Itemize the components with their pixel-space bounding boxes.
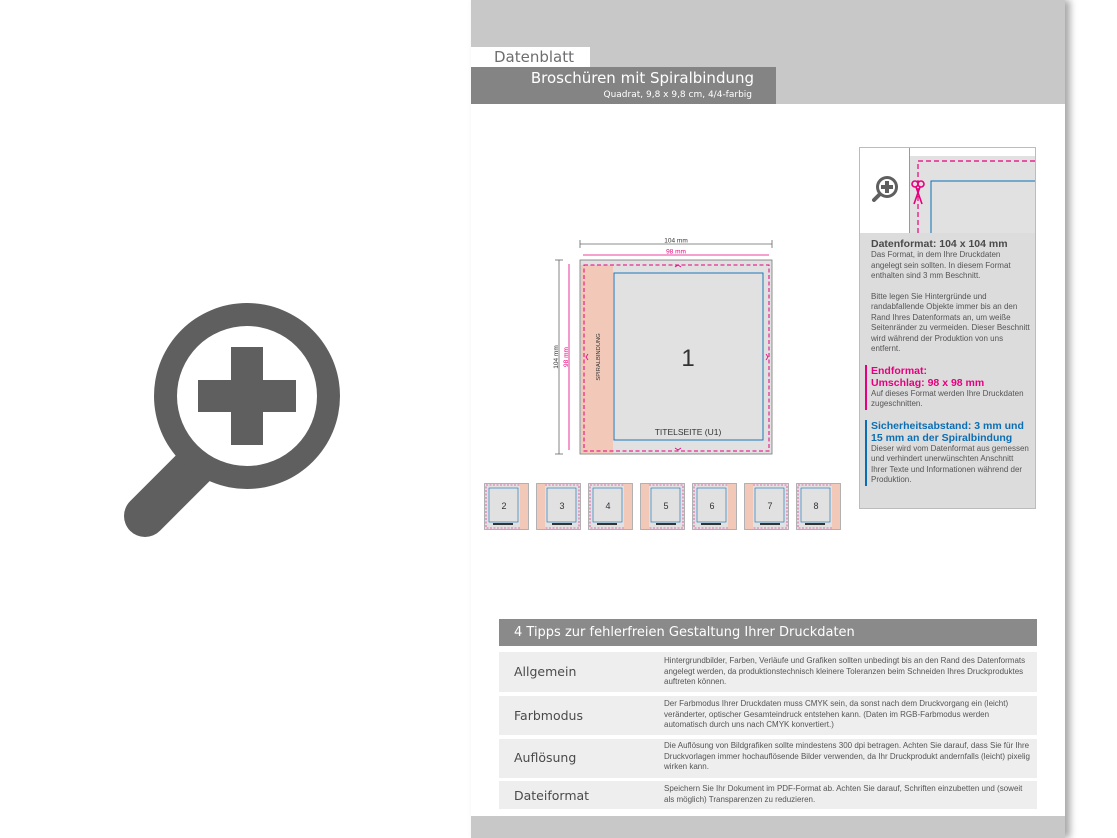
spine-label: SPIRALBINDUNG (596, 333, 602, 381)
tip-row (499, 739, 1037, 778)
width-inner-label: 98 mm (666, 248, 686, 256)
tip-label: Allgemein (514, 664, 577, 679)
page-thumbnail (796, 483, 841, 530)
width-outer-label: 104 mm (664, 237, 688, 245)
page-thumbnail (692, 483, 737, 530)
tip-text: Speichern Sie Ihr Dokument im PDF-Format ab. Achten Sie darauf, Schriften einzubetten und (soweit als möglich) Transparenzen zu reduzieren. (664, 784, 1023, 804)
data-format-block (871, 238, 1031, 282)
end-format-block (865, 365, 1031, 410)
page-number: 1 (681, 345, 695, 372)
page-title: Broschüren mit Spiralbindung (530, 69, 754, 87)
bleed-text: Bitte legen Sie Hintergründe und randabfallende Objekte immer bis an den Rand Ihres Datenformats an, um weiße Seitenränder zu vermeiden. Dieser Beschnitt wird während der Produktion von uns entfernt. (871, 291, 1030, 353)
data-format-text: Das Format, in dem Ihre Druckdaten angelegt sein sollten. In diesem Format enthalten sind 3 mm Beschnitt. (871, 250, 1011, 280)
zoom-in-icon (874, 176, 898, 200)
tip-text: Der Farbmodus Ihrer Druckdaten muss CMYK sein, da sonst nach dem Druckvorgang ein (leicht) veränderter, optischer Gesamteindruck entstehen kann. (Daten im RGB-Farbmodus werden automatisch durch uns nach CMYK konvertiert.) (664, 699, 1009, 729)
safety-text: Dieser wird vom Datenformat aus gemessen und verhindert unerwünschten Anschnitt Ihrer Texte und Informationen während der Produktion. (871, 443, 1029, 484)
page-thumbnail (640, 483, 685, 530)
end-format-text: Auf dieses Format werden Ihre Druckdaten zugeschnitten. (871, 388, 1024, 408)
footer-band (471, 816, 1065, 838)
tip-text: Die Auflösung von Bildgrafiken sollte mindestens 300 dpi betragen. Achten Sie darauf, dass Sie für Ihre Druckvorlagen immer hochauflösende Bilder verwenden, da Ihr Druckprodukt andernfalls (leicht) pixelig wirken kann. (664, 741, 1030, 771)
height-outer-label: 104 mm (553, 345, 560, 369)
thumbnail-number: 2 (501, 501, 507, 511)
doc-type-label: Datenblatt (471, 47, 590, 67)
tip-label: Dateiformat (514, 788, 590, 803)
info-panel (859, 147, 1036, 509)
thumbnail-number: 6 (709, 501, 715, 511)
bleed-block (871, 292, 1031, 355)
info-content (871, 238, 1031, 496)
page-thumbnail (744, 483, 789, 530)
info-preview (860, 148, 1035, 233)
end-format-size: Umschlag: 98 x 98 mm (871, 376, 985, 389)
thumbnail-number: 8 (813, 501, 819, 511)
thumbnail-number: 5 (663, 501, 669, 511)
page-thumbnail (484, 483, 529, 530)
datasheet-page (471, 0, 1065, 838)
page-subtitle: Quadrat, 9,8 x 9,8 cm, 4/4-farbig (603, 90, 752, 100)
end-format-title: Endformat: (871, 364, 927, 377)
page-thumbnail (588, 483, 633, 530)
tip-row (499, 652, 1037, 692)
page-thumbnail (536, 483, 581, 530)
safety-title: Sicherheitsabstand: 3 mm und 15 mm an der Spiralbindung (871, 419, 1024, 444)
height-inner-label: 98 mm (563, 347, 570, 367)
tip-label: Auflösung (514, 750, 577, 765)
tip-label: Farbmodus (514, 708, 583, 723)
thumbnail-number: 3 (559, 501, 565, 511)
safety-block (865, 420, 1031, 486)
thumbnail-number: 4 (605, 501, 611, 511)
tip-text: Hintergrundbilder, Farben, Verläufe und Grafiken sollten unbedingt bis an den Rand des Datenformats angelegt werden, da produktionstechnisch kleinere Toleranzen beim Schneiden Ihres Druckproduktes auftreten können. (664, 656, 1026, 686)
page-caption: TITELSEITE (U1) (654, 427, 722, 437)
format-diagram (553, 236, 778, 461)
tip-row (499, 781, 1037, 809)
tips-header: 4 Tipps zur fehlerfreien Gestaltung Ihrer Druckdaten (499, 619, 1037, 646)
zoom-in-icon[interactable] (100, 288, 360, 548)
thumbnail-number: 7 (767, 501, 773, 511)
tip-row (499, 696, 1037, 735)
data-format-title: Datenformat: 104 x 104 mm (871, 238, 1008, 250)
